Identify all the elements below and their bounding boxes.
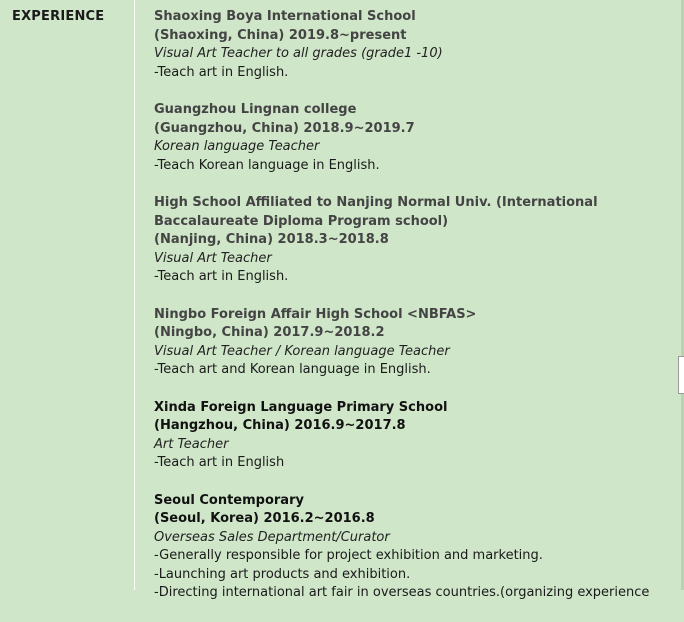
entry-description: -Teach art and Korean language in English. xyxy=(154,362,431,377)
experience-entry xyxy=(154,101,674,175)
experience-list xyxy=(154,8,674,622)
entry-description: -Teach art in English xyxy=(154,455,285,470)
experience-entry xyxy=(154,194,674,287)
entry-name: Guangzhou Lingnan college xyxy=(154,102,357,117)
entry-location: (Nanjing, China) 2018.3~2018.8 xyxy=(154,232,389,247)
entry-description: -Generally responsible for project exhibition and marketing. xyxy=(154,548,543,563)
entry-name: Seoul Contemporary xyxy=(154,492,304,508)
entry-description: -Launching art products and exhibition. xyxy=(154,566,411,582)
entry-description: -Teach art in English. xyxy=(154,269,289,284)
experience-entry xyxy=(154,492,674,603)
entry-location: (Guangzhou, China) 2018.9~2019.7 xyxy=(154,120,415,136)
experience-entry xyxy=(154,306,674,380)
entry-location: (Ningbo, China) 2017.9~2018.2 xyxy=(154,325,385,340)
entry-name: Ningbo Foreign Affair High School <NBFAS> xyxy=(154,306,477,322)
scroll-handle[interactable] xyxy=(678,356,684,394)
entry-name: Xinda Foreign Language Primary School xyxy=(154,399,448,415)
entry-role: Visual Art Teacher to all grades (grade1 -10) xyxy=(154,46,443,61)
entry-role: Visual Art Teacher xyxy=(154,250,272,266)
entry-role: Art Teacher xyxy=(154,436,229,452)
entry-description: -Teach art in English. xyxy=(154,64,289,80)
entry-location: (Seoul, Korea) 2016.2~2016.8 xyxy=(154,511,375,526)
entry-role: Overseas Sales Department/Curator xyxy=(154,529,390,545)
entry-role: Visual Art Teacher / Korean language Teacher xyxy=(154,343,450,359)
entry-description: -Teach Korean language in English. xyxy=(154,157,380,173)
experience-entry xyxy=(154,8,674,82)
entry-name-line: High School Affiliated to Nanjing Normal Univ. (International xyxy=(154,195,598,210)
section-label-column xyxy=(0,0,135,590)
entry-location: (Hangzhou, China) 2016.9~2017.8 xyxy=(154,418,406,433)
entry-description: -Directing international art fair in overseas countries.(organizing experience xyxy=(154,585,650,600)
entry-name: Shaoxing Boya International School xyxy=(154,9,416,24)
entry-role: Korean language Teacher xyxy=(154,139,320,154)
experience-entry xyxy=(154,399,674,473)
section-label: EXPERIENCE xyxy=(12,9,105,24)
entry-name-line: Baccalaureate Diploma Program school) xyxy=(154,213,449,229)
entry-location: (Shaoxing, China) 2019.8~present xyxy=(154,27,407,43)
